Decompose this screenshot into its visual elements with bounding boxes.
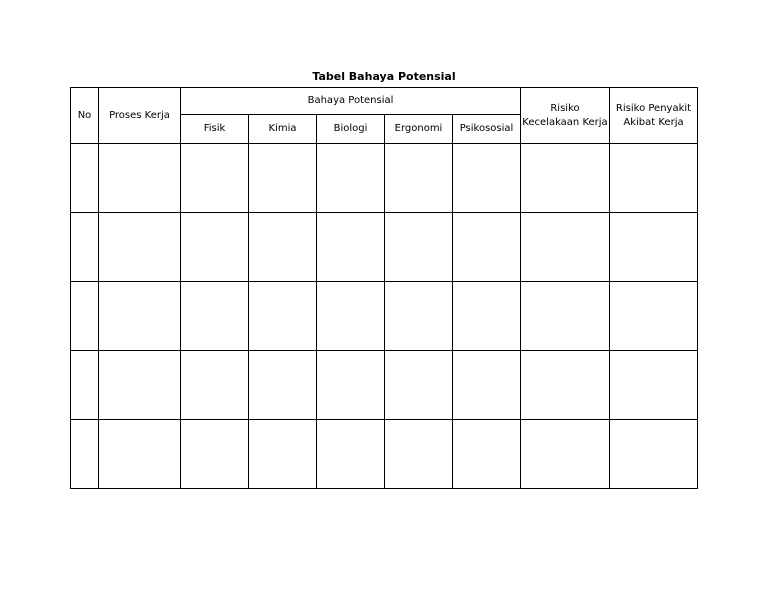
hazard-table	[70, 87, 698, 489]
column-header-no: No	[71, 88, 99, 144]
table-cell	[99, 213, 181, 282]
table-cell	[99, 420, 181, 489]
table-cell	[181, 213, 249, 282]
table-cell	[453, 420, 521, 489]
table-row	[71, 144, 698, 213]
table-cell	[610, 420, 698, 489]
column-header-ergonomi: Ergonomi	[385, 115, 453, 144]
table-cell	[317, 213, 385, 282]
table-cell	[453, 144, 521, 213]
table-row	[71, 420, 698, 489]
table-cell	[521, 420, 610, 489]
table-cell	[385, 351, 453, 420]
column-header-biologi: Biologi	[317, 115, 385, 144]
table-row	[71, 213, 698, 282]
table-cell	[71, 282, 99, 351]
table-cell	[249, 282, 317, 351]
table-cell	[99, 282, 181, 351]
column-header-risiko-kecelakaan: Risiko Kecelakaan Kerja	[521, 88, 610, 144]
table-cell	[181, 144, 249, 213]
table-cell	[385, 420, 453, 489]
table-cell	[181, 351, 249, 420]
table-cell	[453, 213, 521, 282]
table-cell	[317, 420, 385, 489]
table-cell	[99, 144, 181, 213]
column-header-psikososial: Psikososial	[453, 115, 521, 144]
table-cell	[181, 282, 249, 351]
table-cell	[385, 144, 453, 213]
column-header-risiko-penyakit: Risiko Penyakit Akibat Kerja	[610, 88, 698, 144]
table-cell	[249, 420, 317, 489]
table-cell	[521, 213, 610, 282]
table-cell	[317, 282, 385, 351]
page-title: Tabel Bahaya Potensial	[312, 70, 456, 83]
table-row	[71, 351, 698, 420]
header-row-1	[71, 88, 698, 115]
table-cell	[521, 351, 610, 420]
table-cell	[249, 351, 317, 420]
table-cell	[317, 144, 385, 213]
table-cell	[71, 420, 99, 489]
table-cell	[317, 351, 385, 420]
table-cell	[71, 144, 99, 213]
column-header-fisik: Fisik	[181, 115, 249, 144]
table-cell	[610, 282, 698, 351]
table-cell	[249, 213, 317, 282]
table-cell	[610, 351, 698, 420]
table-cell	[71, 351, 99, 420]
column-header-kimia: Kimia	[249, 115, 317, 144]
table-cell	[610, 144, 698, 213]
table-cell	[453, 282, 521, 351]
table-cell	[99, 351, 181, 420]
table-cell	[521, 144, 610, 213]
column-header-proses-kerja: Proses Kerja	[99, 88, 181, 144]
table-cell	[385, 213, 453, 282]
table-row	[71, 282, 698, 351]
table-cell	[385, 282, 453, 351]
table-cell	[521, 282, 610, 351]
table-cell	[249, 144, 317, 213]
table-cell	[610, 213, 698, 282]
table-cell	[181, 420, 249, 489]
column-group-bahaya-potensial: Bahaya Potensial	[181, 88, 521, 115]
table-cell	[71, 213, 99, 282]
table-cell	[453, 351, 521, 420]
